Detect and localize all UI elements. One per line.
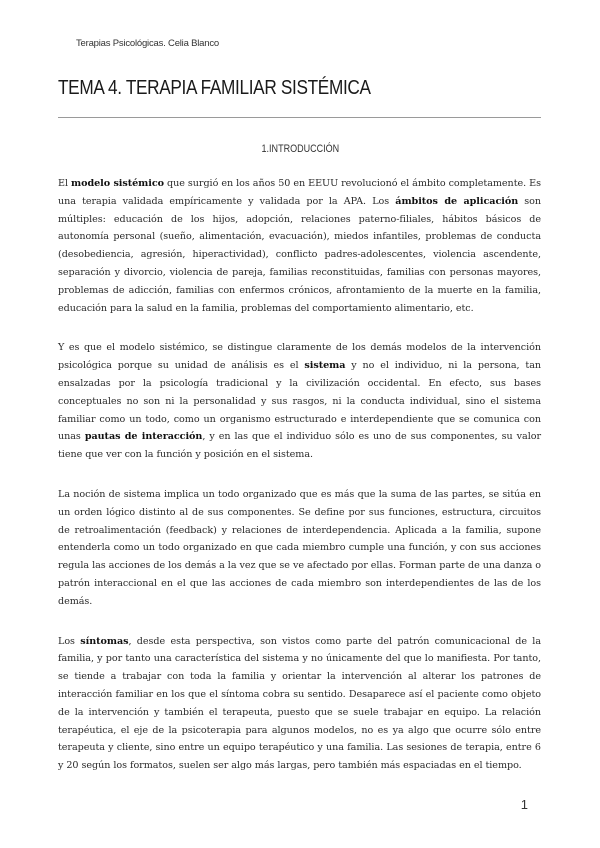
text-run: La noción de sistema implica un todo organizado que es más que la suma de las partes, se sitúa en un orden lógico distinto al de sus componentes. Se define por sus funciones, estructura, circuitos de retroalimentación (feedback) y relaciones de interdependencia. Aplicada a la familia, supone entenderla como un todo organizado en que cada miembro cumple una función, y con sus acciones regula las acciones de los demás a la vez que se ve afectado por ellas. Forman parte de una danza o patrón interaccional en el que las acciones de cada miembro son interdependientes de las de los demás.	[58, 488, 541, 607]
text-run: El	[58, 178, 72, 189]
text-run: , desde esta perspectiva, son vistos como parte del patrón comunicacional de la familia, y por tanto una característica del sistema y no únicamente del que lo manifiesta. Por tanto, se tiende a trabajar con toda la familia y orientar la intervención al alterar los patrones de interacción familiar en los que el síntoma cobra su sentido. Desaparece así el paciente como objeto de la intervención y también el terapeuta, puesto que se suele trabajar en equipo. La relación terapéutica, el eje de la psicoterapia para algunos modelos, no es ya algo que ocurre sólo entre terapeuta y cliente, sino entre un equipo terapéutico y una familia. Las sesiones de terapia, entre 6 y 20 según los formatos, suelen ser algo más largas, pero también más espaciadas en el tiempo.	[58, 635, 541, 772]
page-number: 1	[520, 797, 528, 812]
text-run: Y es que el modelo sistémico, se distingue claramente de los demás modelos de la intervención psicológica porque su unidad de análisis es el	[58, 342, 541, 372]
paragraph	[58, 633, 541, 775]
running-header: Terapias Psicológicas. Celia Blanco	[76, 38, 219, 49]
paragraph	[58, 339, 541, 464]
chapter-title: TEMA 4. TERAPIA FAMILIAR SISTÉMICA	[58, 76, 371, 99]
section-heading-text: 1.INTRODUCCIÓN	[261, 143, 339, 155]
text-run: son múltiples: educación de los hijos, adopción, relaciones paterno-filiales, hábitos básicos de autonomía personal (sueño, alimentación, evacuación), miedos infantiles, problemas de conducta (desobediencia, agresión, hiperactividad), conflicto padres-adolescentes, violencia ascendente, separación y divorcio, violencia de pareja, familias reconstituidas, familias con personas mayores, problemas de adicción, familias con enfermos crónicos, afrontamiento de la muerte en la familia, educación para la salud en la familia, problemas del comportamiento alimentario, etc.	[58, 195, 542, 314]
title-divider	[58, 117, 541, 118]
text-run: y no el individuo, ni la persona, tan ensalzadas por la psicología tradicional y la civilización occidental. En efecto, sus bases conceptuales no son ni la personalidad y sus rasgos, ni la conducta individual, sino el sistema familiar como un todo, como un organismo estructurado e interdependiente que se comunica con unas	[58, 360, 541, 443]
paragraph	[58, 175, 541, 317]
bold-term: sistema	[304, 360, 346, 372]
bold-term: modelo sistémico	[71, 178, 165, 189]
paragraph	[58, 486, 541, 611]
text-run: , y en las que el individuo sólo es uno de sus componentes, su valor tiene que ver con la función y posición en el sistema.	[58, 431, 541, 461]
bold-term: síntomas	[80, 635, 129, 647]
bold-term: ámbitos de aplicación	[395, 195, 519, 207]
text-run: Los	[58, 635, 81, 647]
body-text	[58, 175, 541, 797]
bold-term: pautas de interacción	[84, 431, 203, 443]
text-run: que surgió en los años 50 en EEUU revolucionó el ámbito completamente. Es una terapia validada empíricamente y validada por la APA. Los	[58, 178, 541, 207]
section-heading	[0, 143, 600, 155]
